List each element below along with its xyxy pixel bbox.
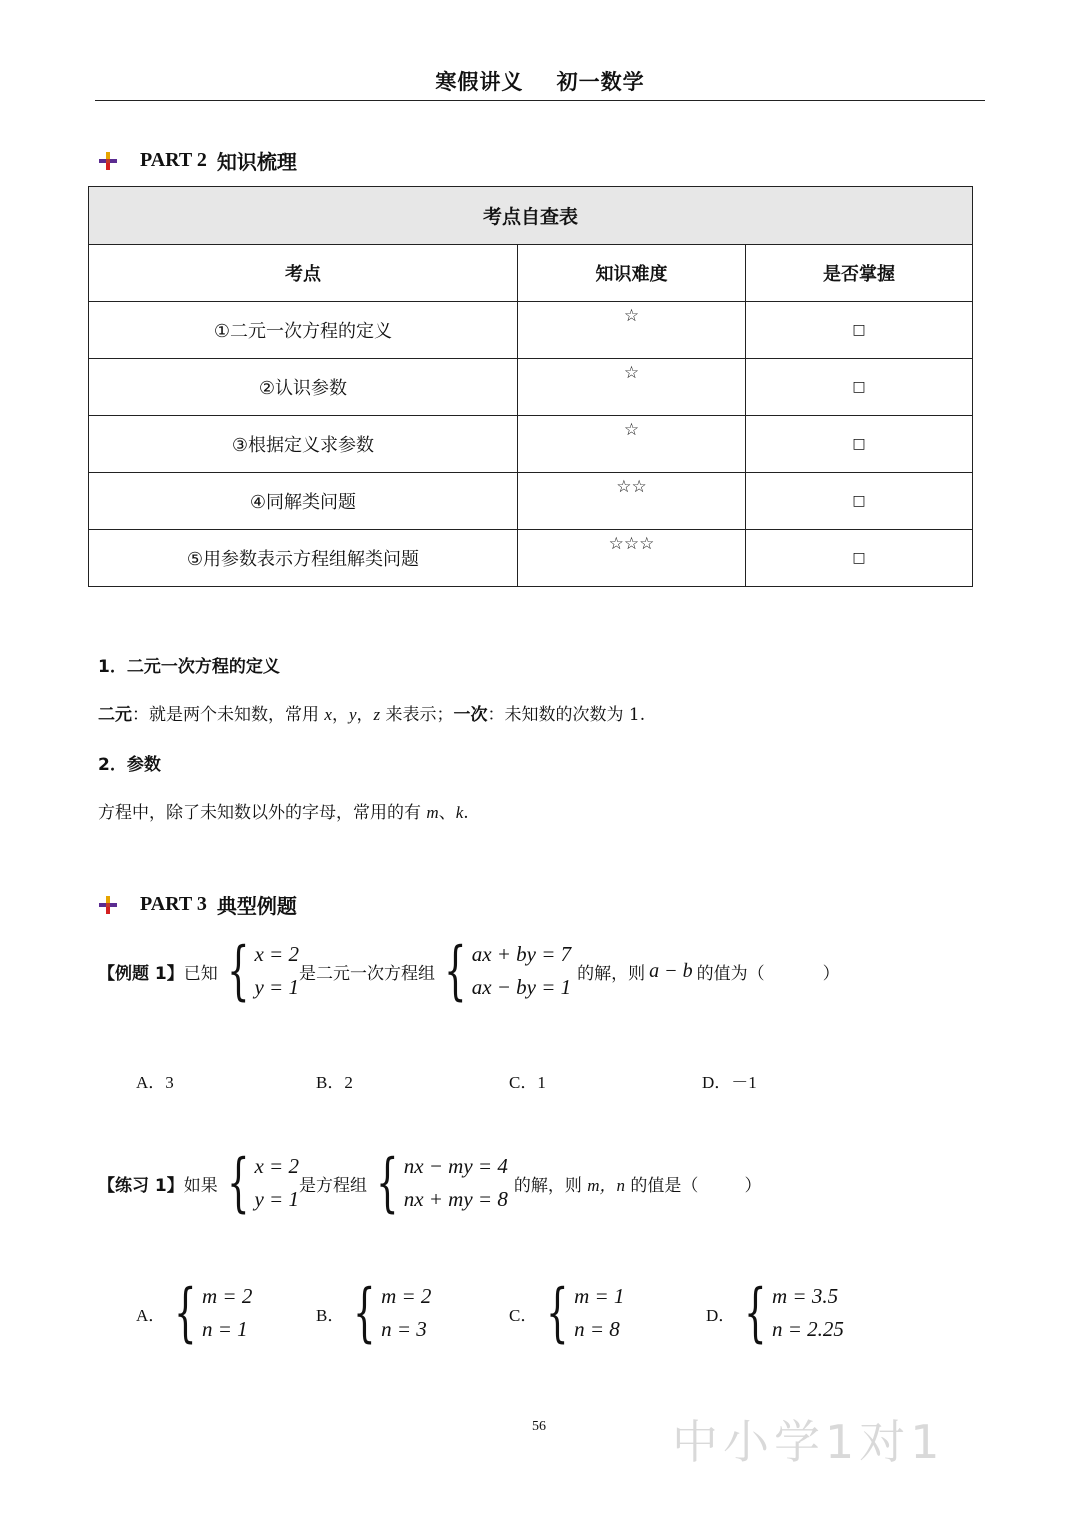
example1-pre: 已知 bbox=[183, 963, 218, 984]
part-bullet-icon bbox=[98, 151, 118, 171]
text: 来表示； bbox=[380, 705, 454, 725]
left-brace: { bbox=[353, 1276, 376, 1350]
table-row bbox=[89, 359, 973, 416]
difficulty-stars: ☆ bbox=[623, 363, 640, 383]
equation: m = 2 bbox=[381, 1284, 432, 1308]
section2-title: 2．参数 bbox=[98, 755, 161, 775]
header-topic: 考点 bbox=[89, 245, 518, 302]
equation: m = 1 bbox=[574, 1284, 625, 1308]
table-caption: 考点自查表 bbox=[89, 187, 973, 245]
example1-solution-system bbox=[218, 934, 299, 1008]
difficulty-cell bbox=[518, 473, 746, 530]
option-letter: B． bbox=[316, 1305, 345, 1325]
var-k: k bbox=[455, 803, 464, 822]
practice1-option-b[interactable] bbox=[316, 1276, 432, 1350]
var-y: y bbox=[348, 705, 357, 724]
equation: m = 2 bbox=[202, 1284, 253, 1308]
practice1-vars: m，n bbox=[587, 1175, 626, 1195]
equation: n = 3 bbox=[381, 1317, 427, 1341]
left-brace: { bbox=[226, 1146, 250, 1220]
part2-number: PART 2 bbox=[140, 149, 207, 171]
table-row bbox=[89, 302, 973, 359]
example1-label: 【例题 1】 bbox=[98, 963, 184, 984]
table-row bbox=[89, 473, 973, 530]
difficulty-cell bbox=[518, 416, 746, 473]
practice1-question bbox=[98, 1146, 762, 1220]
example1-post2: 的值为（ bbox=[696, 963, 765, 984]
mastered-checkbox[interactable]: □ bbox=[746, 530, 973, 587]
part3-heading bbox=[98, 890, 297, 919]
practice1-equation-system bbox=[367, 1146, 508, 1220]
example1-mid: 是二元一次方程组 bbox=[298, 963, 435, 984]
page-header-title: 寒假讲义 初一数学 bbox=[435, 70, 645, 94]
header-mastered: 是否掌握 bbox=[746, 245, 973, 302]
section1-line bbox=[98, 700, 645, 725]
text: ：未知数的次数为 1. bbox=[487, 705, 646, 725]
topic-cell: ②认识参数 bbox=[89, 359, 518, 416]
topic-cell: ④同解类问题 bbox=[89, 473, 518, 530]
practice1-option-c[interactable] bbox=[509, 1276, 625, 1350]
option-letter: A． bbox=[136, 1305, 166, 1325]
left-brace: { bbox=[174, 1276, 197, 1350]
section2-line bbox=[98, 798, 469, 823]
practice1-post2: 的值是（ bbox=[625, 1175, 699, 1196]
var-m: m bbox=[426, 803, 439, 822]
text: . bbox=[463, 803, 469, 823]
practice1-mid: 是方程组 bbox=[298, 1175, 367, 1196]
header-divider bbox=[95, 100, 985, 101]
practice1-close: ） bbox=[744, 1175, 762, 1196]
table-row bbox=[89, 416, 973, 473]
practice1-pre: 如果 bbox=[183, 1175, 218, 1196]
mastered-checkbox[interactable]: □ bbox=[746, 473, 973, 530]
var-x: x bbox=[324, 705, 332, 724]
example1-equation-system bbox=[435, 934, 572, 1008]
topic-cell: ①二元一次方程的定义 bbox=[89, 302, 518, 359]
example1-question bbox=[98, 934, 840, 1008]
separator: 、 bbox=[438, 803, 456, 823]
separator: ， bbox=[356, 705, 374, 725]
text: 方程中，除了未知数以外的字母，常用的有 bbox=[98, 803, 427, 823]
example1-option-d[interactable]: D．－1 bbox=[702, 1073, 757, 1092]
var-z: z bbox=[373, 705, 381, 724]
left-brace: { bbox=[226, 934, 250, 1008]
left-brace: { bbox=[546, 1276, 569, 1350]
separator: ， bbox=[331, 705, 349, 725]
equation: ax − by = 1 bbox=[471, 975, 572, 999]
difficulty-stars: ☆ bbox=[623, 420, 640, 440]
part3-title: 典型例题 bbox=[216, 894, 297, 918]
option-letter: D． bbox=[706, 1305, 736, 1325]
difficulty-cell bbox=[518, 302, 746, 359]
left-brace: { bbox=[376, 1146, 399, 1220]
page-number: 56 bbox=[532, 1419, 546, 1434]
part2-heading bbox=[98, 146, 297, 175]
text: ：就是两个未知数，常用 bbox=[132, 705, 325, 725]
equation: ax + by = 7 bbox=[471, 942, 572, 966]
equation: y = 1 bbox=[254, 975, 299, 999]
practice1-option-d[interactable] bbox=[706, 1276, 844, 1350]
practice1-solution-system bbox=[218, 1146, 299, 1220]
example1-option-c[interactable]: C．1 bbox=[509, 1073, 546, 1092]
table-row bbox=[89, 530, 973, 587]
part-bullet-icon bbox=[98, 895, 118, 915]
example1-expr: a − b bbox=[649, 959, 693, 982]
practice1-label: 【练习 1】 bbox=[98, 1175, 184, 1196]
equation: n = 8 bbox=[574, 1317, 620, 1341]
equation: nx − my = 4 bbox=[403, 1154, 508, 1178]
watermark: 中小学1对1 bbox=[672, 1415, 945, 1469]
mastered-checkbox[interactable]: □ bbox=[746, 302, 973, 359]
practice1-post: 的解，则 bbox=[513, 1175, 588, 1196]
keyword-yiCi: 一次 bbox=[453, 705, 488, 725]
equation: n = 2.25 bbox=[772, 1317, 844, 1341]
difficulty-cell bbox=[518, 359, 746, 416]
difficulty-stars: ☆☆ bbox=[616, 477, 647, 497]
option-letter: C． bbox=[509, 1305, 538, 1325]
mastered-checkbox[interactable]: □ bbox=[746, 359, 973, 416]
difficulty-stars: ☆☆☆ bbox=[608, 534, 655, 554]
example1-option-b[interactable]: B．2 bbox=[316, 1073, 353, 1092]
practice1-option-a[interactable] bbox=[136, 1276, 253, 1350]
part2-title: 知识梳理 bbox=[216, 150, 297, 174]
example1-option-a[interactable]: A．3 bbox=[136, 1073, 174, 1092]
equation: x = 2 bbox=[254, 1154, 299, 1178]
mastered-checkbox[interactable]: □ bbox=[746, 416, 973, 473]
part3-number: PART 3 bbox=[140, 893, 207, 915]
difficulty-cell bbox=[518, 530, 746, 587]
equation: nx + my = 8 bbox=[403, 1187, 508, 1211]
topic-cell: ③根据定义求参数 bbox=[89, 416, 518, 473]
section1-title: 1．二元一次方程的定义 bbox=[98, 657, 280, 677]
difficulty-stars: ☆ bbox=[623, 306, 640, 326]
example1-close: ） bbox=[822, 963, 840, 984]
header-difficulty: 知识难度 bbox=[518, 245, 746, 302]
equation: m = 3.5 bbox=[772, 1284, 839, 1308]
example1-post1: 的解，则 bbox=[577, 963, 646, 984]
equation: n = 1 bbox=[202, 1317, 248, 1341]
left-brace: { bbox=[744, 1276, 767, 1350]
keyword-erYuan: 二元 bbox=[98, 705, 132, 725]
self-check-table bbox=[88, 186, 973, 587]
equation: y = 1 bbox=[254, 1187, 299, 1211]
topic-cell: ⑤用参数表示方程组解类问题 bbox=[89, 530, 518, 587]
left-brace: { bbox=[444, 934, 467, 1008]
equation: x = 2 bbox=[254, 942, 299, 966]
